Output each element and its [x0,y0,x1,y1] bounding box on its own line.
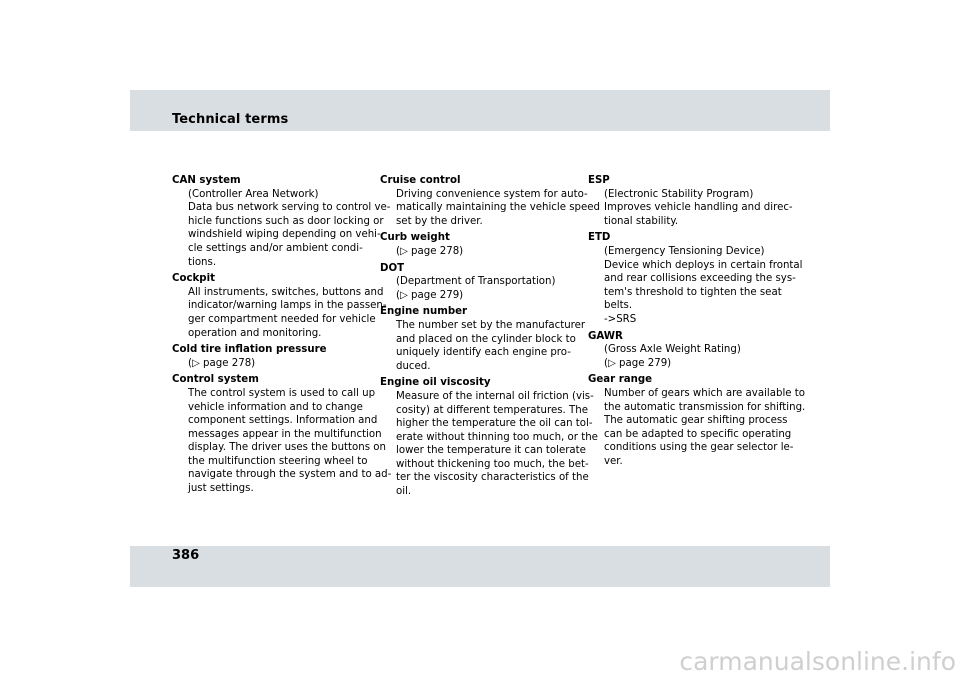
term-entry [588,373,806,468]
term-description: (Department of Transportation) (▷ page 279) [396,276,556,301]
term-entry [172,174,391,269]
terms-column-3 [588,174,806,468]
term-description: The number set by the manufacturer and placed on the cylinder block to uniquely identify each engine pro- duced. [396,319,586,372]
term-entry [380,376,598,498]
term-entry [380,174,600,228]
term-name: Engine number [380,306,468,318]
term-description: Measure of the internal oil friction (vis- cosity) at different temperatures. The higher the temperature the oil can tol- erate without thinning too much, or the lower the temperature it can tolerate without thickening too much, the bet- ter the viscosity characteristics of the oil. [396,390,598,498]
section-title: Technical terms [172,112,289,127]
term-description: Number of gears which are available to the automatic transmission for shifting. The automatic gear shifting process can be adapted to specific operating conditions using the gear selector le- ver. [604,387,806,467]
term-entry [380,262,586,303]
terms-column-1 [172,174,392,496]
term-name: Gear range [588,374,653,386]
term-name: Curb weight [380,232,450,244]
watermark: carmanualsonline.info [679,647,956,676]
term-name: Cold tire inflation pressure [172,344,327,356]
term-name: CAN system [172,175,241,186]
term-name: ETD [588,232,611,244]
term-description: (Emergency Tensioning Device) Device which deploys in certain frontal and rear collisions exceeding the sys- tem's threshold to tighten the seat belts. ->SRS [604,245,803,325]
term-description: (▷ page 278) [188,357,256,369]
term-entry [172,343,378,370]
term-name: Cruise control [380,175,461,186]
term-name: ESP [588,175,610,186]
term-name: Engine oil viscosity [380,377,491,389]
term-description: (▷ page 278) [396,245,464,257]
page-number: 386 [172,548,200,563]
term-description: (Gross Axle Weight Rating) (▷ page 279) [604,344,741,369]
term-entry [588,174,794,228]
term-description: All instruments, switches, buttons and indicator/warning lamps in the passen- ger compartment needed for vehicle operation and monitoring. [188,286,387,339]
term-entry [588,330,794,371]
term-description: The control system is used to call up vehicle information and to change component settings. Information and messages appear in the multifunction display. The driver uses the buttons on the multifunction steering wheel to navigate through the system and to ad- just settings. [188,387,392,495]
term-entry [588,231,803,326]
term-name: DOT [380,262,405,274]
term-description: Driving convenience system for auto- matically maintaining the vehicle speed set by the driver. [396,188,600,227]
term-description: (Controller Area Network) Data bus network serving to control ve- hicle functions such as door locking or windshield wiping depending on vehi- cle settings and/or ambient condi- tions. [188,188,391,268]
footer-band [130,546,830,587]
term-name: Cockpit [172,273,215,285]
term-name: Control system [172,374,259,386]
term-entry [172,272,387,340]
term-entry [380,231,586,258]
term-entry [172,373,392,495]
term-description: (Electronic Stability Program) Improves vehicle handling and direc- tional stability. [604,188,793,227]
term-entry [380,305,586,373]
term-name: GAWR [588,330,623,342]
